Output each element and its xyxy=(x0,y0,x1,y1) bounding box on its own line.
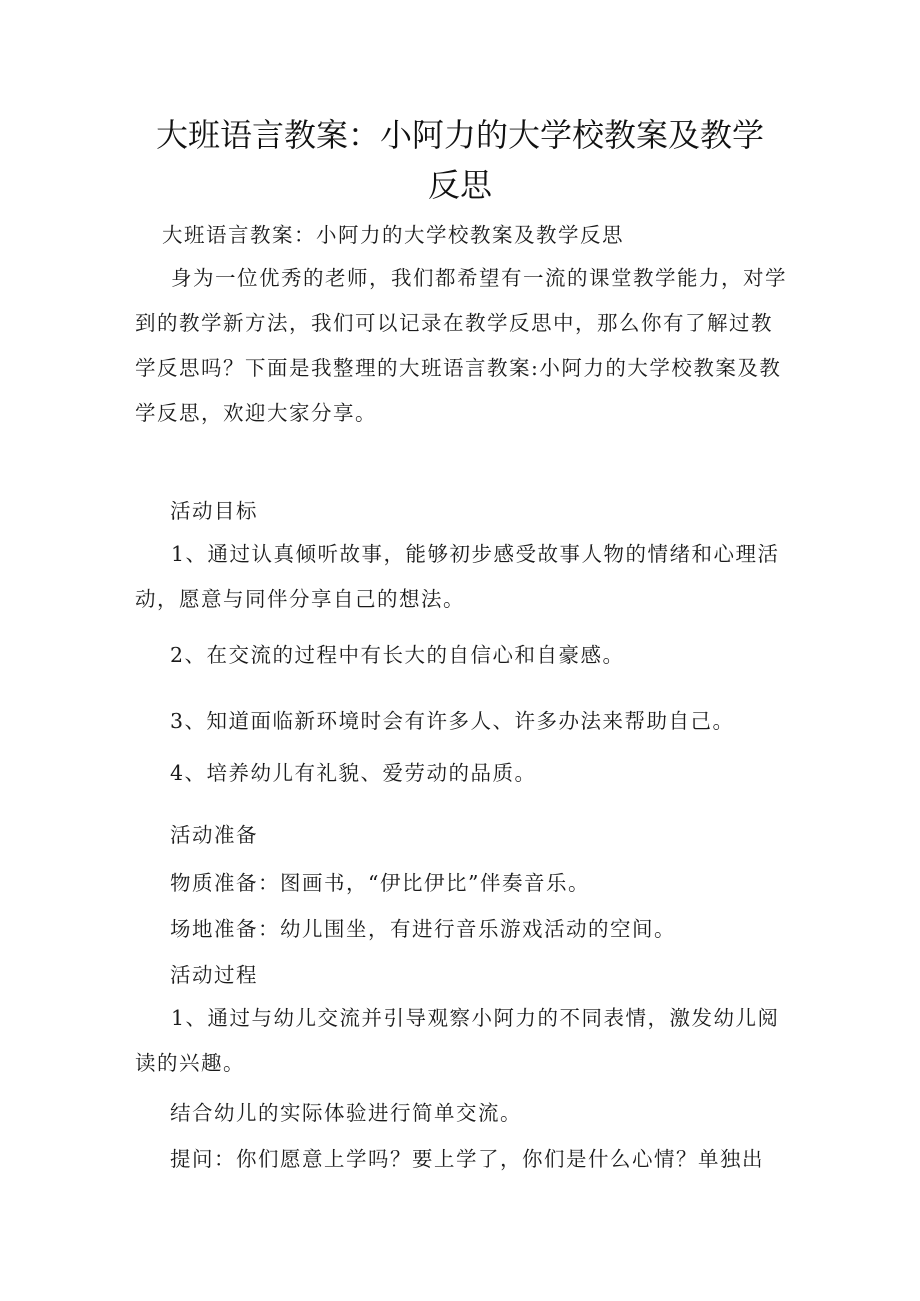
goal-item-1: 1、通过认真倾听故事，能够初步感受故事人物的情绪和心理活动，愿意与同伴分享自己的想法。 xyxy=(135,542,780,611)
document-title-line-2: 反思 xyxy=(427,166,492,204)
process-combine: 结合幼儿的实际体验进行简单交流。 xyxy=(170,1101,522,1125)
goal-item-2: 2、在交流的过程中有长大的自信心和自豪感。 xyxy=(170,643,625,667)
process-item-1: 1、通过与幼儿交流并引导观察小阿力的不同表情，激发幼儿阅读的兴趣。 xyxy=(135,1006,780,1075)
intro-paragraph: 身为一位优秀的老师，我们都希望有一流的课堂教学能力，对学到的教学新方法，我们可以记录在教学反思中，那么你有了解过教学反思吗？下面是我整理的大班语言教案:小阿力的大学校教案及教学反思，欢迎大家分享。 xyxy=(135,266,787,425)
process-question: 提问：你们愿意上学吗？要上学了，你们是什么心情？单独出 xyxy=(170,1147,764,1171)
process-heading: 活动过程 xyxy=(170,963,258,987)
prep-material: 物质准备：图画书，“伊比伊比”伴奏音乐。 xyxy=(170,871,590,895)
goal-item-4: 4、培养幼儿有礼貌、爱劳动的品质。 xyxy=(170,761,537,785)
goal-item-3: 3、知道面临新环境时会有许多人、许多办法来帮助自己。 xyxy=(170,709,735,733)
goals-heading: 活动目标 xyxy=(170,499,258,523)
prep-venue: 场地准备：幼儿围坐，有进行音乐游戏活动的空间。 xyxy=(170,917,676,941)
document-subtitle: 大班语言教案：小阿力的大学校教案及教学反思 xyxy=(162,223,624,247)
prep-heading: 活动准备 xyxy=(170,823,258,847)
document-title-line-1: 大班语言教案：小阿力的大学校教案及教学 xyxy=(155,116,764,154)
